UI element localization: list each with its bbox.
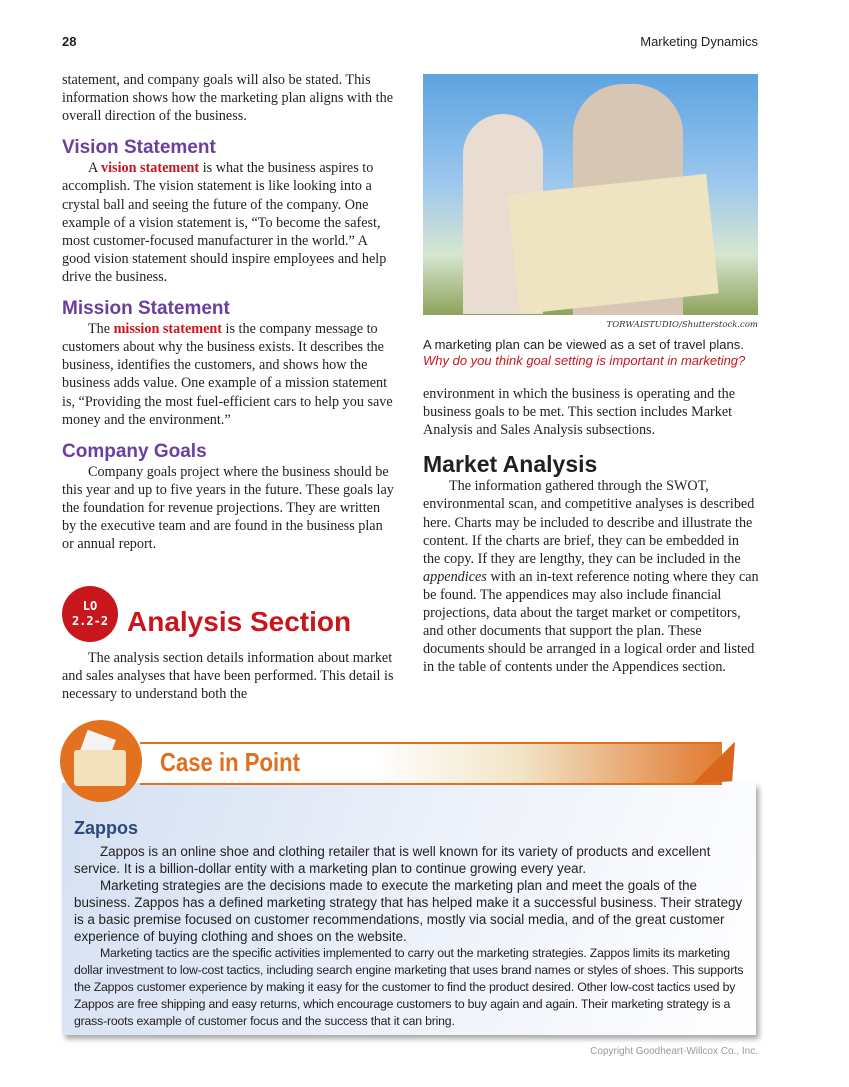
case-content bbox=[74, 818, 746, 1030]
case-paragraph: Marketing tactics are the specific activities implemented to carry out the marketing strategies. Zappos limits its marketing dollar investment to low-cost tactics, including search engine marketing that uses brand names or styles of shoes. This supports the Zappos customer experience by making it easy for the customer to find the product desired. Other low-cost tactics used by Zappos are free shipping and easy returns, which encourage customers to buy again and again. Their marketing strategy is a grass-roots example of customer focus and the success that it can bring. bbox=[74, 946, 744, 1028]
vision-term: vision statement bbox=[101, 160, 200, 177]
market-text: The information gathered through the SWOT, environmental scan, and competitive analyses is described here. Charts may be included to describe and illustrate the content. If the charts are brief, they can be embedded in the copy. If they are lengthy, they can be included in the appendices with an in-text reference noting where they can be found. The appendices may also include financial projections, data about the target market or competitors, and other documents that support the plan. These documents should be arranged in a logical order and listed in the table of contents under the Appendices section. bbox=[423, 478, 759, 676]
mission-term: mission statement bbox=[113, 321, 222, 338]
market-heading: Market Analysis bbox=[423, 451, 598, 478]
page-number: 28 bbox=[62, 34, 77, 49]
right-column bbox=[423, 385, 759, 676]
folder-icon bbox=[60, 720, 142, 802]
case-paragraph: Marketing strategies are the decisions made to execute the marketing plan and meet the goals of the business. Zappos has a defined marketing strategy that has helped make it a successful business. Their strategy is a basic premise focused on customer recommendations, mostly via social media, and of the great customer experience of buying clothing and shoes on the website. bbox=[74, 878, 743, 944]
vision-text: A vision statement is what the business aspires to accomplish. The vision statement is like looking into a crystal ball and seeing the future of the company. One example of a vision statement is, “To become the safest, most customer-focused manufacturer in the world.” A good vision statement should inspire employees and help drive the business. bbox=[62, 160, 387, 285]
goals-heading: Company Goals bbox=[62, 440, 207, 462]
mission-heading: Mission Statement bbox=[62, 298, 230, 320]
left-column bbox=[62, 71, 394, 553]
intro-text: statement, and company goals will also be stated. This information shows how the marketing plan aligns with the overall direction of the business. bbox=[62, 72, 393, 125]
analysis-text: The analysis section details information about market and sales analyses that have been performed. This detail is necessary to understand both the bbox=[62, 650, 394, 703]
copyright: Copyright Goodheart-Willcox Co., Inc. bbox=[590, 1046, 758, 1057]
analysis-heading: Analysis Section bbox=[127, 606, 352, 637]
case-title: Zappos bbox=[74, 818, 139, 838]
vision-heading: Vision Statement bbox=[62, 137, 216, 159]
case-banner bbox=[140, 742, 722, 785]
photo-caption: A marketing plan can be viewed as a set of travel plans. Why do you think goal setting is important in marketing? bbox=[423, 337, 763, 369]
running-title: Marketing Dynamics bbox=[640, 34, 758, 49]
continued-text: environment in which the business is operating and the business goals to be met. This section includes Market Analysis and Sales Analysis subsections. bbox=[423, 386, 736, 439]
photo-credit: TORWAISTUDIO/Shutterstock.com bbox=[606, 320, 758, 330]
caption-question: Why do you think goal setting is important in marketing? bbox=[423, 353, 746, 368]
mission-text: The mission statement is the company message to customers about why the business exists. It describes the business, identifies the customers, and shows how the business adds value. One example of a mission statement is, “Providing the most fuel-efficient cars to help you save money and the environment.” bbox=[62, 321, 393, 428]
travel-couple-photo bbox=[423, 74, 758, 315]
case-paragraph: Zappos is an online shoe and clothing retailer that is well known for its variety of products and excellent service. It is a billion-dollar entity with a marketing plan to continue growing every year. bbox=[74, 844, 711, 876]
case-banner-title: Case in Point bbox=[160, 747, 300, 777]
lo-badge: LO 2.2-2 bbox=[62, 586, 118, 642]
goals-text: Company goals project where the business should be this year and up to five years in the future. These goals lay the foundation for revenue projections. They are written by the executive team and are found in the business plan or annual report. bbox=[62, 463, 394, 553]
